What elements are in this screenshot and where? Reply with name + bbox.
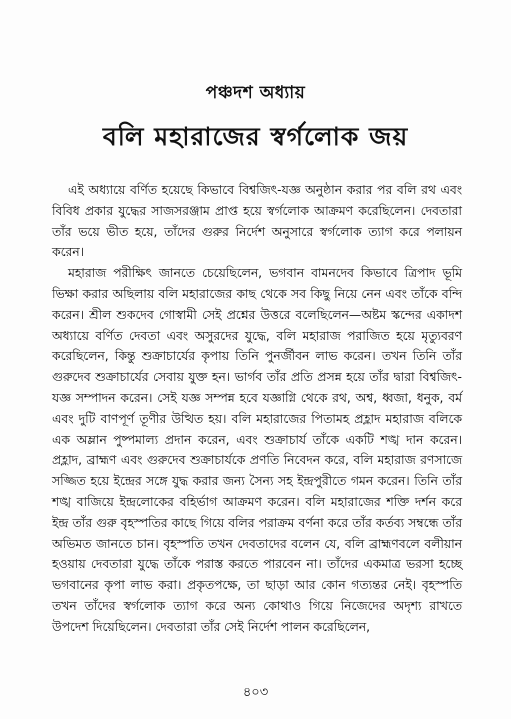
page-number: ৪০৩ xyxy=(242,685,269,700)
paragraph-summary: মহারাজ পরীক্ষিৎ জানতে চেয়েছিলেন, ভগবান বামনদেব কিভাবে ত্রিপাদ ভূমি ভিক্ষা করার অছিলায় বলি মহারাজের কাছ থেকে সব কিছু নিয়ে নেন এবং তাঁকে বন্দি করেন। শ্রীল শুকদেব গোস্বামী সেই প্রশ্নের উত্তরে বলেছিলেন—অষ্টম স্কন্দের একাদশ অধ্যায়ে বর্ণিত দেবতা এবং অসুরদের যুদ্ধে, বলি মহারাজ পরাজিত হয়ে মৃত্যুবরণ করেছিলেন, কিন্তু শুক্রাচার্যের কৃপায় তিনি পুনর্জীবন লাভ করেন। তখন তিনি তাঁর গুরুদেব শুক্রাচার্যের সেবায় যুক্ত হন। ভার্গব তাঁর প্রতি প্রসন্ন হয়ে তাঁর দ্বারা বিশ্বজিৎ-যজ্ঞ সম্পাদন করেন। সেই যজ্ঞ সম্পন্ন হবে যজ্ঞাগ্নি থেকে রথ, অশ্ব, ধ্বজা, ধনুক, বর্ম এবং দুটি বাণপূর্ণ তূণীর উত্থিত হয়। বলি মহারাজের পিতামহ প্রহ্লাদ মহারাজ বলিকে এক অম্লান পুষ্পমাল্য প্রদান করেন, এবং শুক্রাচার্য তাঁকে একটি শঙ্খ দান করেন। প্রহ্লাদ, ব্রাহ্মণ এবং গুরুদেব শুক্রাচার্যকে প্রণতি নিবেদন করে, বলি মহারাজ রণসাজে সজ্জিত হয়ে ইন্দ্রের সঙ্গে যুদ্ধ করার জন্য সৈন্য সহ ইন্দ্রপুরীতে গমন করেন। তিনি তাঁর শঙ্খ বাজিয়ে ইন্দ্রলোকের বহির্ভাগ আক্রমণ করেন। বলি মহারাজের শক্তি দর্শন করে ইন্দ্র তাঁর গুরু বৃহস্পতির কাছে গিয়ে বলির পরাক্রম বর্ণনা করে তাঁর কর্তব্য সম্বন্ধে তাঁর অভিমত জানতে চান। বৃহস্পতি তখন দেবতাদের বলেন যে, বলি ব্রাহ্মণবলে বলীয়ান হওয়ায় দেবতারা যুদ্ধে তাঁকে পরাস্ত করতে পারবেন না। তাঁদের একমাত্র ভরসা হচ্ছে ভগবানের কৃপা লাভ করা। প্রকৃতপক্ষে, তা ছাড়া আর কোন গত্যন্তর নেই। বৃহস্পতি তখন তাঁদের স্বর্গলোক ত্যাগ করে অন্য কোথাও গিয়ে নিজেদের অদৃশ্য রাখতে উপদেশ দিয়েছিলেন। দেবতারা তাঁর সেই নির্দেশ পালন করেছিলেন, xyxy=(52,266,462,634)
chapter-title: বলি মহারাজের স্বর্গলোক জয় xyxy=(102,122,409,151)
paragraph-intro: এই অধ্যায়ে বর্ণিত হয়েছে কিভাবে বিশ্বজিৎ-যজ্ঞ অনুষ্ঠান করার পর বলি রথ এবং বিবিধ প্রকার যুদ্ধের সাজসরঞ্জাম প্রাপ্ত হয়ে স্বর্গলোক আক্রমণ করেছিলেন। দেবতারা তাঁর ভয়ে ভীত হয়ে, তাঁদের গুরুর নির্দেশ অনুসারে স্বর্গলোক ত্যাগ করে পলায়ন করেন। xyxy=(52,183,462,260)
body-text xyxy=(52,180,462,638)
chapter-label: পঞ্চদশ অধ্যায় xyxy=(205,83,306,103)
